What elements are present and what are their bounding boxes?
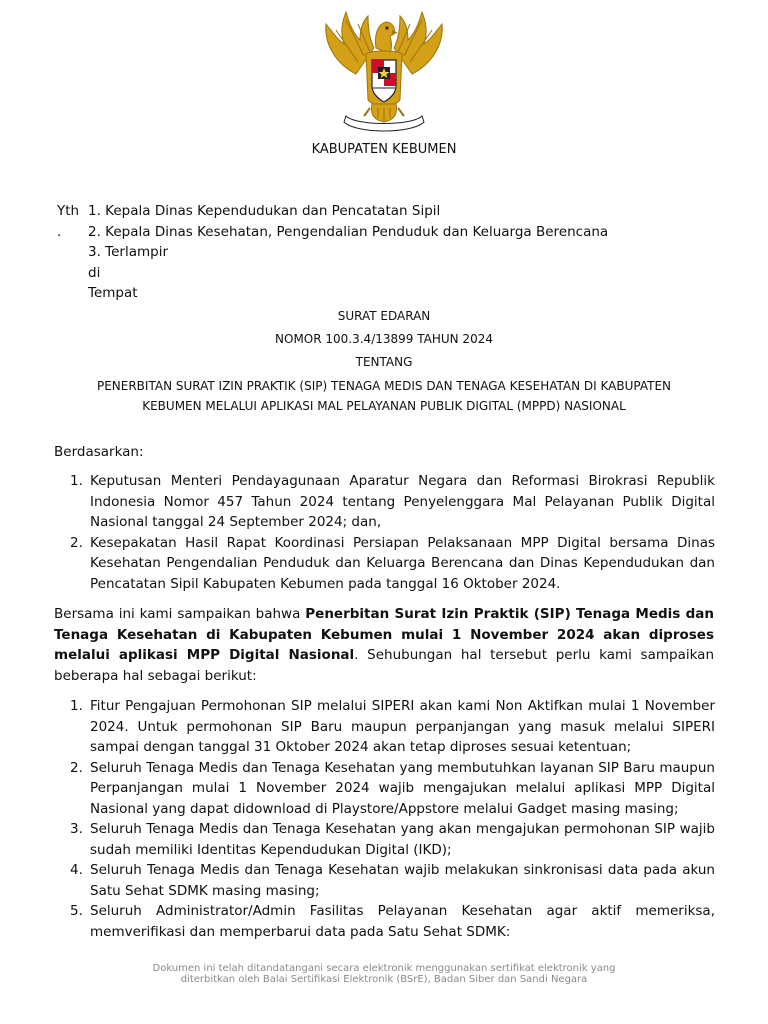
point-text: Seluruh Tenaga Medis dan Tenaga Kesehatan yang akan mengajukan permohonan SIP wajib sudah memiliki Identitas Kependudukan Digital (IKD); <box>90 821 715 858</box>
intro-lead: Bersama ini kami sampaikan bahwa <box>54 606 306 622</box>
intro-paragraph <box>54 604 714 686</box>
document-subject-line: PENERBITAN SURAT IZIN PRAKTIK (SIP) TENAGA MEDIS DAN TENAGA KESEHATAN DI KABUPATEN <box>96 379 672 393</box>
footer-line: Dokumen ini telah ditandatangani secara elektronik menggunakan sertifikat elektronik yang <box>152 963 616 974</box>
intro-bold: Penerbitan Surat Izin Praktik (SIP) Tenaga Medis dan Tenaga Kesehatan di Kabupaten Kebumen mulai 1 November 2024 akan diproses melalui aplikasi MPP Digital Nasional <box>54 606 714 663</box>
basis-heading: Berdasarkan: <box>54 444 144 460</box>
document-number: NOMOR 100.3.4/13899 TAHUN 2024 <box>275 332 493 346</box>
recipient-prefix-text: Yth <box>57 203 80 219</box>
recipient-location-tempat: Tempat <box>88 285 138 301</box>
list-item: 1. Keputusan Menteri Pendayagunaan Aparatur Negara dan Reformasi Birokrasi Republik Indonesia Nomor 457 Tahun 2024 tentang Penyelenggara Mal Pelayanan Publik Digital Nasional tanggal 24 September 2024; dan, <box>70 473 715 530</box>
document-subject-line: KEBUMEN MELALUI APLIKASI MAL PELAYANAN PUBLIK DIGITAL (MPPD) NASIONAL <box>142 398 626 413</box>
list-item: 1. Fitur Pengajuan Permohonan SIP melalui SIPERI akan kami Non Aktifkan mulai 1 November 2024. Untuk permohonan SIP Baru maupun perpanjangan yang masuk melalui SIPERI sampai dengan tanggal 31 Oktober 2024 akan tetap diproses sesuai ketentuan; <box>70 698 715 755</box>
point-text: Fitur Pengajuan Permohonan SIP melalui SIPERI akan kami Non Aktifkan mulai 1 November 2024. Untuk permohonan SIP Baru maupun perpanjangan yang masuk melalui SIPERI sampai dengan tanggal 31 Oktober 2024 akan tetap diproses sesuai ketentuan; <box>90 698 715 755</box>
document-subject <box>0 377 768 416</box>
garuda-pancasila-emblem <box>316 4 452 138</box>
point-text: Seluruh Administrator/Admin Fasilitas Pelayanan Kesehatan agar aktif memeriksa, memverifikasi dan memperbarui data pada Satu Sehat SDMK: <box>90 903 715 940</box>
list-item: 3. Seluruh Tenaga Medis dan Tenaga Kesehatan yang akan mengajukan permohonan SIP wajib sudah memiliki Identitas Kependudukan Digital (IKD); <box>70 821 715 858</box>
points-list <box>54 696 715 942</box>
list-item: 5. Seluruh Administrator/Admin Fasilitas Pelayanan Kesehatan agar aktif memeriksa, memverifikasi dan memperbarui data pada Satu Sehat SDMK: <box>70 903 715 940</box>
basis-item-text: Keputusan Menteri Pendayagunaan Aparatur Negara dan Reformasi Birokrasi Republik Indonesia Nomor 457 Tahun 2024 tentang Penyelenggara Mal Pelayanan Publik Digital Nasional tanggal 24 September 2024; dan, <box>90 473 715 530</box>
point-text: Seluruh Tenaga Medis dan Tenaga Kesehatan yang membutuhkan layanan SIP Baru maupun Perpanjangan mulai 1 November 2024 wajib mengajukan melalui aplikasi MPP Digital Nasional yang dapat didownload di Playstore/Appstore melalui Gadget masing masing; <box>90 759 715 817</box>
document-type: SURAT EDARAN <box>337 309 431 323</box>
recipient-item: 2. Kepala Dinas Kesehatan, Pengendalian Penduduk dan Keluarga Berencana <box>88 223 609 240</box>
regency-name: KABUPATEN KEBUMEN <box>311 142 457 157</box>
intro-tail: . Sehubungan hal tersebut perlu kami sampaikan beberapa hal sebagai berikut: <box>54 647 714 684</box>
list-item: 2. Seluruh Tenaga Medis dan Tenaga Kesehatan yang membutuhkan layanan SIP Baru maupun Perpanjangan mulai 1 November 2024 wajib mengajukan melalui aplikasi MPP Digital Nasional yang dapat didownload di Playstore/Appstore melalui Gadget masing masing; <box>70 759 715 817</box>
document-about: TENTANG <box>355 355 413 369</box>
recipient-list <box>88 201 608 304</box>
e-signature-footer <box>0 963 768 985</box>
basis-item-text: Kesepakatan Hasil Rapat Koordinasi Persiapan Pelaksanaan MPP Digital bersama Dinas Kesehatan Pengendalian Penduduk dan Keluarga Berencana dan Dinas Kependudukan dan Pencatatan Sipil Kabupaten Kebumen pada tanggal 16 Oktober 2024. <box>90 534 715 592</box>
recipient-prefix-dot: . <box>57 223 62 240</box>
point-text: Seluruh Tenaga Medis dan Tenaga Kesehatan wajib melakukan sinkronisasi data pada akun Satu Sehat SDMK masing masing; <box>90 862 715 899</box>
recipient-prefix <box>57 201 79 242</box>
basis-list <box>54 471 715 594</box>
recipient-location-di: di <box>88 264 101 281</box>
recipient-item: 3. Terlampir <box>88 244 169 260</box>
list-item: 4. Seluruh Tenaga Medis dan Tenaga Kesehatan wajib melakukan sinkronisasi data pada akun Satu Sehat SDMK masing masing; <box>70 862 715 899</box>
footer-line: diterbitkan oleh Balai Sertifikasi Elektronik (BSrE), Badan Siber dan Sandi Negara <box>180 974 588 985</box>
list-item: 2. Kesepakatan Hasil Rapat Koordinasi Persiapan Pelaksanaan MPP Digital bersama Dinas Kesehatan Pengendalian Penduduk dan Keluarga Berencana dan Dinas Kependudukan dan Pencatatan Sipil Kabupaten Kebumen pada tanggal 16 Oktober 2024. <box>70 534 715 592</box>
recipient-item: 1. Kepala Dinas Kependudukan dan Pencatatan Sipil <box>88 203 441 219</box>
